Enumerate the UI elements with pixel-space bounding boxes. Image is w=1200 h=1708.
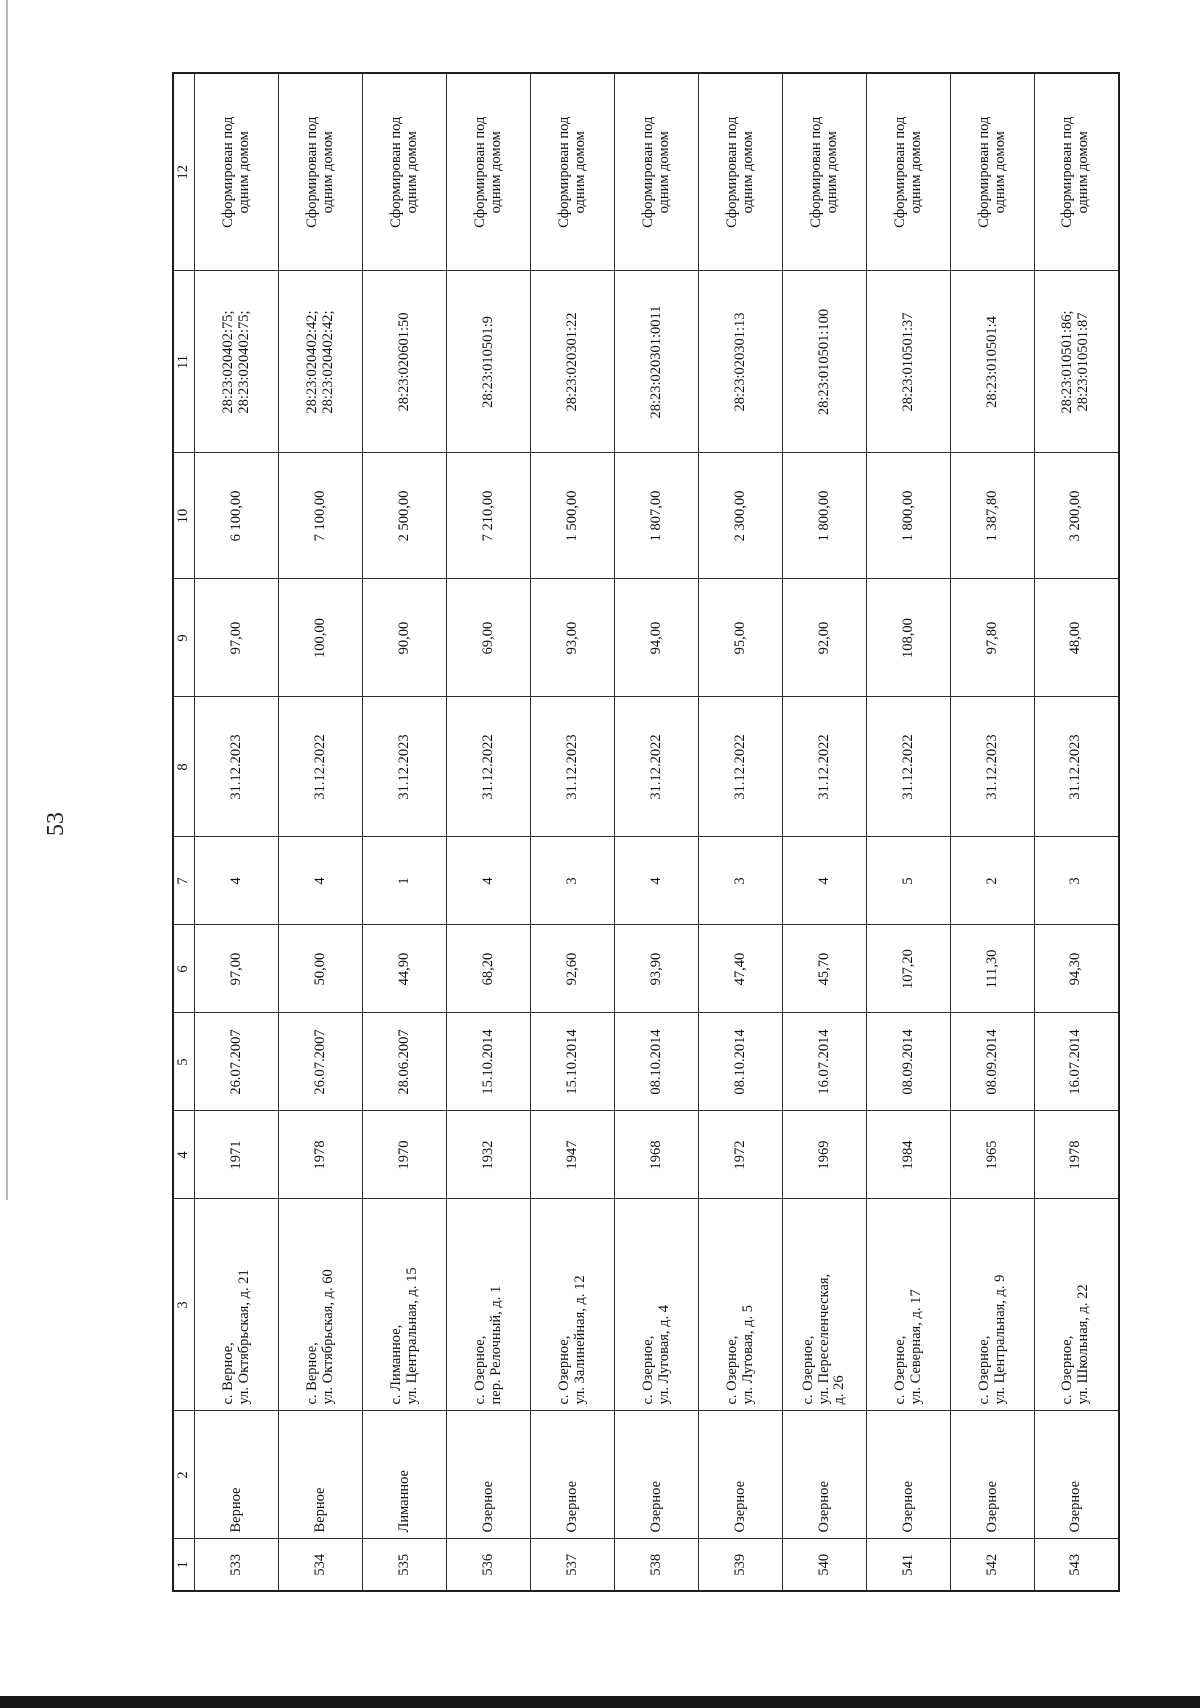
locality-cell: Озерное: [699, 1411, 783, 1539]
note-line: одним домом: [487, 131, 504, 214]
row-number-cell: 533: [195, 1539, 279, 1591]
column-number-cell: 7: [173, 837, 195, 925]
area-cell: 97,00: [195, 925, 279, 1013]
deadline-cell: 31.12.2022: [867, 697, 951, 837]
address-line: с. Озерное,: [975, 1335, 992, 1405]
count-cell: 2: [951, 837, 1035, 925]
scan-edge-bottom: [0, 1696, 1200, 1708]
table-row: [783, 73, 867, 1591]
count-cell: 4: [195, 837, 279, 925]
address-cell: [363, 1199, 447, 1411]
date-cell: 08.10.2014: [615, 1013, 699, 1111]
land-area-cell: 1 807,00: [615, 453, 699, 579]
area2-cell: 97,00: [195, 579, 279, 697]
address-line: ул. Луговая, д. 4: [655, 1304, 672, 1405]
deadline-cell: 31.12.2023: [531, 697, 615, 837]
address-line: с. Верное,: [303, 1342, 320, 1405]
table-row: [363, 73, 447, 1591]
land-area-cell: 1 500,00: [531, 453, 615, 579]
land-area-cell: 7 210,00: [447, 453, 531, 579]
date-cell: 28.06.2007: [363, 1013, 447, 1111]
address-line: ул. Октябрьская, д. 60: [319, 1269, 336, 1405]
row-number-cell: 538: [615, 1539, 699, 1591]
note-line: одним домом: [907, 131, 924, 214]
area-cell: 93,90: [615, 925, 699, 1013]
note-line: одним домом: [655, 131, 672, 214]
area-cell: 107,20: [867, 925, 951, 1013]
deadline-cell: 31.12.2023: [363, 697, 447, 837]
column-number-cell: 12: [173, 73, 195, 271]
address-cell: [699, 1199, 783, 1411]
address-line: ул. Центральная, д. 15: [403, 1267, 420, 1405]
count-cell: 4: [783, 837, 867, 925]
cadastral-cell: [867, 271, 951, 453]
cadastral-line: 28:23:010501:37: [899, 312, 916, 412]
note-line: одним домом: [739, 131, 756, 214]
address-line: с. Озерное,: [471, 1335, 488, 1405]
area-cell: 47,40: [699, 925, 783, 1013]
table-row: [699, 73, 783, 1591]
address-line: с. Озерное,: [723, 1335, 740, 1405]
column-number-cell: 5: [173, 1013, 195, 1111]
row-number-cell: 535: [363, 1539, 447, 1591]
table-row: [951, 73, 1035, 1591]
column-number-cell: 11: [173, 271, 195, 453]
cadastral-line: 28:23:020301:0011: [647, 305, 664, 419]
note-line: Сформирован под: [639, 116, 656, 228]
address-line: ул. Октябрьская, д. 21: [235, 1269, 252, 1405]
address-line: ул. Переселенческая,: [815, 1273, 832, 1405]
note-cell: [447, 73, 531, 271]
locality-cell: Озерное: [951, 1411, 1035, 1539]
date-cell: 26.07.2007: [279, 1013, 363, 1111]
year-cell: 1965: [951, 1111, 1035, 1199]
table-row: [867, 73, 951, 1591]
land-area-cell: 6 100,00: [195, 453, 279, 579]
area-cell: 68,20: [447, 925, 531, 1013]
note-cell: [867, 73, 951, 271]
area-cell: 92,60: [531, 925, 615, 1013]
area2-cell: 94,00: [615, 579, 699, 697]
address-cell: [531, 1199, 615, 1411]
area-cell: 50,00: [279, 925, 363, 1013]
count-cell: 3: [699, 837, 783, 925]
locality-cell: Верное: [279, 1411, 363, 1539]
area2-cell: 48,00: [1035, 579, 1119, 697]
address-cell: [279, 1199, 363, 1411]
area-cell: 44,90: [363, 925, 447, 1013]
deadline-cell: 31.12.2023: [195, 697, 279, 837]
table-body: [195, 73, 1119, 1591]
address-cell: [1035, 1199, 1119, 1411]
count-cell: 4: [279, 837, 363, 925]
row-number-cell: 537: [531, 1539, 615, 1591]
note-line: Сформирован под: [219, 116, 236, 228]
count-cell: 4: [615, 837, 699, 925]
address-cell: [195, 1199, 279, 1411]
address-line: с. Озерное,: [1059, 1335, 1076, 1405]
cadastral-cell: [531, 271, 615, 453]
cadastral-line: 28:23:020402:75;: [219, 310, 236, 414]
land-area-cell: 3 200,00: [1035, 453, 1119, 579]
year-cell: 1947: [531, 1111, 615, 1199]
year-cell: 1969: [783, 1111, 867, 1199]
note-cell: [1035, 73, 1119, 271]
address-line: пер. Релочный, д. 1: [487, 1285, 504, 1405]
deadline-cell: 31.12.2022: [783, 697, 867, 837]
address-cell: [951, 1199, 1035, 1411]
year-cell: 1978: [1035, 1111, 1119, 1199]
row-number-cell: 539: [699, 1539, 783, 1591]
land-area-cell: 1 387,80: [951, 453, 1035, 579]
area2-cell: 100,00: [279, 579, 363, 697]
count-cell: 3: [531, 837, 615, 925]
column-number-cell: 10: [173, 453, 195, 579]
land-area-cell: 1 800,00: [867, 453, 951, 579]
column-number-cell: 8: [173, 697, 195, 837]
year-cell: 1978: [279, 1111, 363, 1199]
cadastral-cell: [363, 271, 447, 453]
year-cell: 1984: [867, 1111, 951, 1199]
year-cell: 1972: [699, 1111, 783, 1199]
cadastral-line: 28:23:020301:22: [563, 312, 580, 412]
note-line: Сформирован под: [555, 116, 572, 228]
locality-cell: Озерное: [1035, 1411, 1119, 1539]
table-row: [1035, 73, 1119, 1591]
note-line: Сформирован под: [1059, 116, 1076, 228]
note-line: Сформирован под: [387, 116, 404, 228]
note-line: одним домом: [1075, 131, 1092, 214]
area2-cell: 92,00: [783, 579, 867, 697]
column-number-cell: 1: [173, 1539, 195, 1591]
row-number-cell: 534: [279, 1539, 363, 1591]
deadline-cell: 31.12.2022: [447, 697, 531, 837]
locality-cell: Озерное: [531, 1411, 615, 1539]
scan-edge-left: [6, 0, 8, 1200]
area2-cell: 108,00: [867, 579, 951, 697]
note-cell: [195, 73, 279, 271]
cadastral-line: 28:23:010501:87: [1075, 312, 1092, 412]
housing-register-table: [172, 72, 1120, 1592]
date-cell: 08.09.2014: [951, 1013, 1035, 1111]
note-line: одним домом: [319, 131, 336, 214]
deadline-cell: 31.12.2023: [1035, 697, 1119, 837]
cadastral-line: 28:23:020402:42;: [303, 310, 320, 414]
area-cell: 111,30: [951, 925, 1035, 1013]
note-line: одним домом: [991, 131, 1008, 214]
area2-cell: 69,00: [447, 579, 531, 697]
note-cell: [363, 73, 447, 271]
note-cell: [279, 73, 363, 271]
locality-cell: Озерное: [447, 1411, 531, 1539]
year-cell: 1932: [447, 1111, 531, 1199]
count-cell: 5: [867, 837, 951, 925]
year-cell: 1970: [363, 1111, 447, 1199]
address-line: с. Озерное,: [891, 1335, 908, 1405]
note-cell: [699, 73, 783, 271]
deadline-cell: 31.12.2023: [951, 697, 1035, 837]
cadastral-cell: [615, 271, 699, 453]
area-cell: 94,30: [1035, 925, 1119, 1013]
address-line: ул. Центральная, д. 9: [991, 1274, 1008, 1405]
table-row: [195, 73, 279, 1591]
note-cell: [951, 73, 1035, 271]
locality-cell: Озерное: [867, 1411, 951, 1539]
note-line: одним домом: [403, 131, 420, 214]
address-line: с. Лиманное,: [387, 1324, 404, 1405]
cadastral-line: 28:23:020402:75;: [235, 310, 252, 414]
address-line: с. Озерное,: [555, 1335, 572, 1405]
locality-cell: Лиманное: [363, 1411, 447, 1539]
table-row: [447, 73, 531, 1591]
note-line: Сформирован под: [723, 116, 740, 228]
address-line: ул. Школьная, д. 22: [1075, 1284, 1092, 1405]
address-line: д. 26: [831, 1375, 848, 1405]
address-cell: [615, 1199, 699, 1411]
note-line: Сформирован под: [807, 116, 824, 228]
date-cell: 08.09.2014: [867, 1013, 951, 1111]
address-cell: [783, 1199, 867, 1411]
locality-cell: Озерное: [783, 1411, 867, 1539]
column-number-cell: 9: [173, 579, 195, 697]
deadline-cell: 31.12.2022: [699, 697, 783, 837]
cadastral-cell: [279, 271, 363, 453]
table-row: [615, 73, 699, 1591]
count-cell: 4: [447, 837, 531, 925]
cadastral-cell: [783, 271, 867, 453]
column-number-cell: 3: [173, 1199, 195, 1411]
deadline-cell: 31.12.2022: [615, 697, 699, 837]
date-cell: 15.10.2014: [447, 1013, 531, 1111]
address-cell: [867, 1199, 951, 1411]
area-cell: 45,70: [783, 925, 867, 1013]
note-line: Сформирован под: [471, 116, 488, 228]
note-line: Сформирован под: [975, 116, 992, 228]
row-number-cell: 542: [951, 1539, 1035, 1591]
address-line: с. Озерное,: [799, 1335, 816, 1405]
cadastral-line: 28:23:020601:50: [395, 312, 412, 412]
deadline-cell: 31.12.2022: [279, 697, 363, 837]
column-number-cell: 6: [173, 925, 195, 1013]
cadastral-cell: [447, 271, 531, 453]
land-area-cell: 2 300,00: [699, 453, 783, 579]
cadastral-cell: [1035, 271, 1119, 453]
cadastral-line: 28:23:010501:86;: [1059, 310, 1076, 414]
area2-cell: 97,80: [951, 579, 1035, 697]
column-number-row: [173, 73, 195, 1591]
row-number-cell: 543: [1035, 1539, 1119, 1591]
cadastral-cell: [951, 271, 1035, 453]
column-number-cell: 4: [173, 1111, 195, 1199]
address-line: с. Верное,: [219, 1342, 236, 1405]
year-cell: 1971: [195, 1111, 279, 1199]
land-area-cell: 7 100,00: [279, 453, 363, 579]
note-line: одним домом: [235, 131, 252, 214]
row-number-cell: 541: [867, 1539, 951, 1591]
row-number-cell: 540: [783, 1539, 867, 1591]
table-row: [279, 73, 363, 1591]
locality-cell: Озерное: [615, 1411, 699, 1539]
row-number-cell: 536: [447, 1539, 531, 1591]
cadastral-line: 28:23:010501:100: [815, 308, 832, 416]
page-number: 53: [43, 812, 69, 836]
date-cell: 15.10.2014: [531, 1013, 615, 1111]
land-area-cell: 2 500,00: [363, 453, 447, 579]
note-cell: [531, 73, 615, 271]
note-line: Сформирован под: [891, 116, 908, 228]
date-cell: 08.10.2014: [699, 1013, 783, 1111]
note-cell: [615, 73, 699, 271]
cadastral-line: 28:23:010501:4: [983, 316, 1000, 408]
date-cell: 16.07.2014: [1035, 1013, 1119, 1111]
address-line: ул. Северная, д. 17: [907, 1289, 924, 1405]
address-line: ул. Луговая, д. 5: [739, 1304, 756, 1405]
area2-cell: 95,00: [699, 579, 783, 697]
date-cell: 16.07.2014: [783, 1013, 867, 1111]
cadastral-line: 28:23:020301:13: [731, 312, 748, 412]
year-cell: 1968: [615, 1111, 699, 1199]
count-cell: 1: [363, 837, 447, 925]
address-line: ул. Залинейная, д. 12: [571, 1275, 588, 1405]
cadastral-line: 28:23:020402:42;: [319, 310, 336, 414]
note-line: одним домом: [823, 131, 840, 214]
area2-cell: 93,00: [531, 579, 615, 697]
note-line: одним домом: [571, 131, 588, 214]
note-line: Сформирован под: [303, 116, 320, 228]
cadastral-cell: [195, 271, 279, 453]
cadastral-cell: [699, 271, 783, 453]
table-row: [531, 73, 615, 1591]
address-cell: [447, 1199, 531, 1411]
address-line: с. Озерное,: [639, 1335, 656, 1405]
area2-cell: 90,00: [363, 579, 447, 697]
land-area-cell: 1 800,00: [783, 453, 867, 579]
count-cell: 3: [1035, 837, 1119, 925]
locality-cell: Верное: [195, 1411, 279, 1539]
note-cell: [783, 73, 867, 271]
date-cell: 26.07.2007: [195, 1013, 279, 1111]
rotated-table-container: [172, 74, 1118, 1592]
column-number-cell: 2: [173, 1411, 195, 1539]
cadastral-line: 28:23:010501:9: [479, 316, 496, 408]
